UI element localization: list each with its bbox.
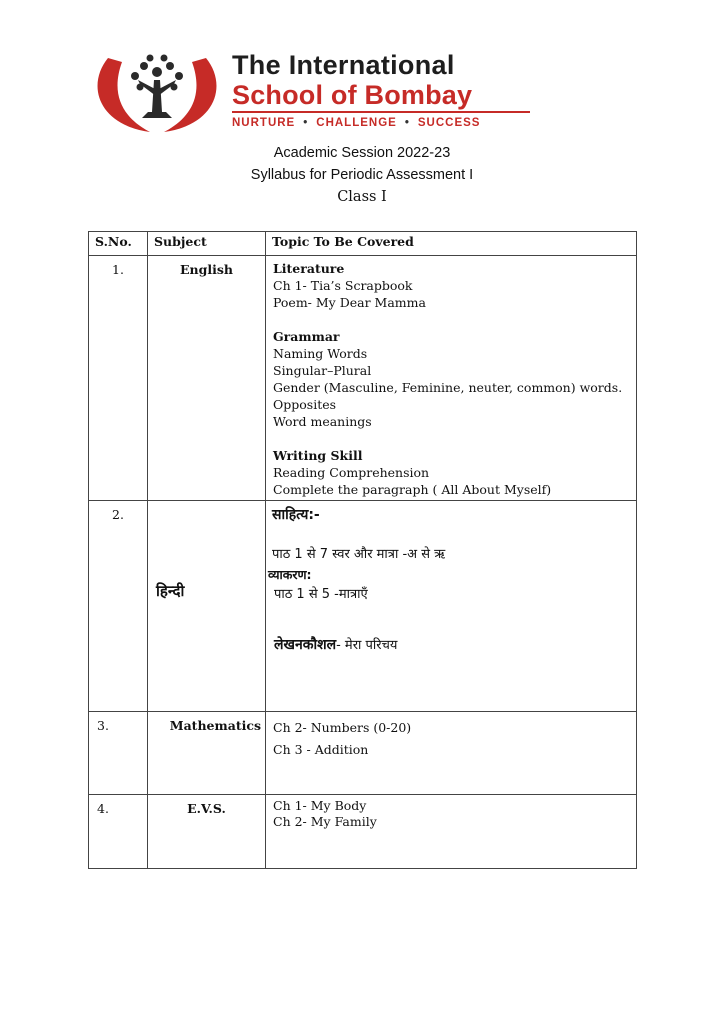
topic-item: Ch 2- My Family (273, 814, 377, 829)
sahitya-label: साहित्य:- (272, 507, 320, 523)
lekhan-label: लेखनकौशल (274, 637, 337, 653)
column-header-subject: Subject (148, 232, 266, 256)
subject-hindi: हिन्दी (156, 582, 185, 600)
row-sno: 1. (89, 256, 148, 501)
table-row (89, 501, 637, 712)
topic-item: Ch 1- Tia’s Scrapbook (273, 278, 413, 293)
lekhan-item: - मेरा परिचय (336, 638, 398, 653)
row-subject: English (148, 256, 266, 501)
topic-item: Ch 2- Numbers (0-20) (273, 720, 412, 735)
syllabus-title: Syllabus for Periodic Assessment I (250, 167, 474, 183)
motto-word: SUCCESS (417, 117, 481, 129)
table-row (89, 712, 637, 795)
section-heading: Literature (273, 261, 345, 276)
column-header-topic: Topic To Be Covered (266, 232, 637, 256)
table-row (89, 795, 637, 869)
column-header-sno: S.No. (89, 232, 148, 256)
row-topics (266, 795, 637, 869)
vyakaran-label: व्याकरण: (268, 567, 312, 582)
topic-item: Naming Words (273, 346, 368, 361)
row-subject (148, 501, 266, 712)
row-topics (266, 256, 637, 501)
school-name-line1: The International (232, 50, 455, 80)
motto-word: CHALLENGE (316, 117, 397, 129)
table-row (89, 256, 637, 501)
row-sno: 2. (89, 501, 148, 712)
row-topics (266, 501, 637, 712)
sahitya-item: पाठ 1 से 7 स्वर और मात्रा -अ से ऋ (272, 547, 446, 562)
row-topics (266, 712, 637, 795)
lekhan-line (270, 635, 630, 656)
topic-item: Singular–Plural (273, 363, 372, 378)
academic-session: Academic Session 2022-23 (273, 145, 451, 161)
school-motto: NURTURE • CHALLENGE • SUCCESS (232, 117, 481, 129)
topic-item: Poem- My Dear Mamma (273, 295, 426, 310)
topic-item: Opposites (273, 397, 337, 412)
topic-item: Word meanings (273, 414, 372, 429)
syllabus-table (88, 231, 637, 869)
school-name-line2: School of Bombay (232, 80, 473, 110)
row-subject: Mathematics (148, 712, 266, 795)
vyakaran-item: पाठ 1 से 5 -मात्राएँ (274, 587, 368, 602)
topic-item: Reading Comprehension (273, 465, 430, 480)
table-header-row (89, 232, 637, 256)
section-heading: Grammar (273, 329, 340, 344)
row-sno: 4. (89, 795, 148, 869)
topic-item: Ch 3 - Addition (273, 742, 369, 757)
section-heading: Writing Skill (273, 448, 363, 463)
motto-word: NURTURE (232, 117, 296, 129)
school-name (232, 50, 472, 110)
topic-item: Complete the paragraph ( All About Myself) (273, 482, 552, 497)
topic-item: Gender (Masculine, Feminine, neuter, common) words. (273, 380, 623, 395)
row-sno: 3. (89, 712, 148, 795)
topic-item: Ch 1- My Body (273, 798, 367, 813)
class-name: Class I (337, 189, 387, 205)
header-rule (232, 111, 530, 113)
row-subject: E.V.S. (148, 795, 266, 869)
